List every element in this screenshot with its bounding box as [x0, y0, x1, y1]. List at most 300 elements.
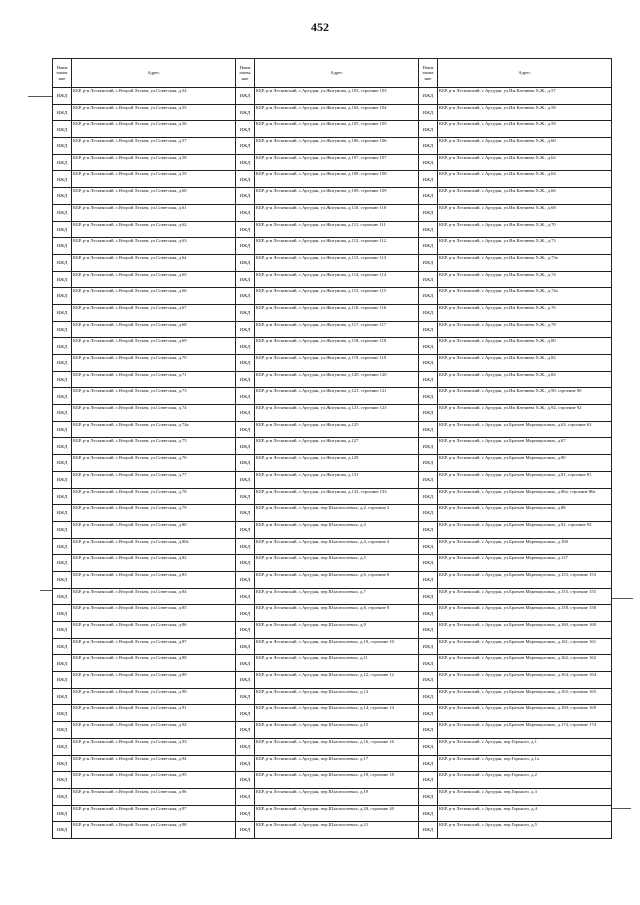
table-row [53, 254, 612, 271]
cell-address: КБР, р-н Лескенский, с.Второй Лескен, ул.Советская, д.57 [72, 138, 236, 155]
cell-address: КБР, р-н Лескенский, с.Аргудан, пер.Шхагапсоевых, д.11 [255, 655, 419, 672]
cell-address: КБР, р-н Лескенский, с.Второй Лескен, ул.Советская, д.58 [72, 154, 236, 171]
cell-code: ИЖД [236, 254, 255, 271]
cell-code: ИЖД [236, 271, 255, 288]
cell-address: КБР, р-н Лескенский, с.Аргудан, ул.Жигунова, д.113, строение 113 [255, 254, 419, 271]
cell-code: ИЖД [419, 254, 438, 271]
cell-address: КБР, р-н Лескенский, с.Второй Лескен, ул.Советская, д.95 [72, 772, 236, 789]
cell-code: ИЖД [53, 188, 72, 205]
cell-code: ИЖД [53, 88, 72, 105]
cell-address: КБР, р-н Лескенский, с.Аргудан, пер.Шхагапсоевых, д.14, строение 14 [255, 705, 419, 722]
table-row [53, 605, 612, 622]
cell-address: КБР, р-н Лескенский, с.Аргудан, ул.Жигунова, д.106, строение 106 [255, 138, 419, 155]
table-row [53, 238, 612, 255]
cell-code: ИЖД [236, 571, 255, 588]
table-row [53, 288, 612, 305]
cell-address: КБР, р-н Лескенский, с.Второй Лескен, ул.Советская, д.97 [72, 805, 236, 822]
table-row [53, 405, 612, 422]
cell-address: КБР, р-н Лескенский, с.Аргудан, ул.Жигунова, д.111, строение 111 [255, 221, 419, 238]
cell-address: КБР, р-н Лескенский, с.Аргудан, ул.Им Катчиева Х.Ж., д.78 [438, 321, 612, 338]
table-row [53, 204, 612, 221]
cell-code: ИЖД [236, 455, 255, 472]
cell-address: КБР, р-н Лескенский, с.Аргудан, ул.Им Катчиева Х.Ж., д.73а [438, 254, 612, 271]
cell-address: КБР, р-н Лескенский, с.Аргудан, пер.Шхагапсоевых, д.18, строение 18 [255, 772, 419, 789]
cell-code: ИЖД [419, 538, 438, 555]
cell-address: КБР, р-н Лескенский, с.Второй Лескен, ул.Советская, д.73 [72, 388, 236, 405]
cell-code: ИЖД [419, 505, 438, 522]
cell-code: ИЖД [53, 121, 72, 138]
cell-address: КБР, р-н Лескенский, с.Второй Лескен, ул.Советская, д.85 [72, 605, 236, 622]
cell-address: КБР, р-н Лескенский, с.Аргудан, ул.Им Катчиева Х.Ж., д.74а [438, 288, 612, 305]
scan-line-left [28, 96, 52, 97]
cell-address: КБР, р-н Лескенский, с.Аргудан, ул.Жигунова, д.104, строение 104 [255, 104, 419, 121]
cell-address: КБР, р-н Лескенский, с.Аргудан, ул.Им Катчиева Х.Ж., д.73 [438, 238, 612, 255]
table-row [53, 805, 612, 822]
cell-address: КБР, р-н Лескенский, с.Аргудан, ул.Им Катчиева Х.Ж., д.92, строение 92 [438, 405, 612, 422]
cell-address: КБР, р-н Лескенский, с.Аргудан, ул.Жигунова, д.131 [255, 471, 419, 488]
table-row [53, 138, 612, 155]
scan-line-left [40, 590, 52, 591]
cell-code: ИЖД [419, 738, 438, 755]
cell-code: ИЖД [419, 605, 438, 622]
cell-code: ИЖД [53, 722, 72, 739]
cell-code: ИЖД [53, 405, 72, 422]
cell-address: КБР, р-н Лескенский, с.Аргудан, ул.Им Катчиева Х.Ж., д.66 [438, 188, 612, 205]
cell-address: КБР, р-н Лескенский, с.Аргудан, ул.Братьев Маремкуловых, д.67 [438, 438, 612, 455]
table-row [53, 672, 612, 689]
cell-address: КБР, р-н Лескенский, с.Аргудан, пер.Шхагапсоевых, д.15 [255, 722, 419, 739]
cell-code: ИЖД [53, 622, 72, 639]
cell-code: ИЖД [53, 672, 72, 689]
cell-address: КБР, р-н Лескенский, с.Аргудан, пер.Шхагапсоевых, д.16, строение 16 [255, 738, 419, 755]
cell-address: КБР, р-н Лескенский, с.Второй Лескен, ул.Советская, д.82 [72, 555, 236, 572]
cell-code: ИЖД [236, 304, 255, 321]
cell-code: ИЖД [236, 738, 255, 755]
table-row [53, 471, 612, 488]
cell-address: КБР, р-н Лескенский, с.Второй Лескен, ул.Советская, д.77 [72, 471, 236, 488]
cell-code: ИЖД [236, 788, 255, 805]
cell-code: ИЖД [53, 521, 72, 538]
cell-code: ИЖД [236, 521, 255, 538]
cell-code: ИЖД [419, 788, 438, 805]
cell-address: КБР, р-н Лескенский, с.Аргудан, ул.Братьев Маремкуловых, д.153, строение 153 [438, 571, 612, 588]
cell-address: КБР, р-н Лескенский, с.Второй Лескен, ул.Советская, д.63 [72, 238, 236, 255]
cell-address: КБР, р-н Лескенский, с.Второй Лескен, ул.Советская, д.71 [72, 371, 236, 388]
cell-code: ИЖД [419, 421, 438, 438]
cell-code: ИЖД [236, 605, 255, 622]
cell-address: КБР, р-н Лескенский, с.Аргудан, пер.Шхагапсоевых, д.21 [255, 822, 419, 839]
cell-address: КБР, р-н Лескенский, с.Аргудан, пер.Шхагапсоевых, д.3 [255, 521, 419, 538]
cell-address: КБР, р-н Лескенский, с.Второй Лескен, ул.Советская, д.92 [72, 722, 236, 739]
table-row [53, 321, 612, 338]
cell-code: ИЖД [236, 355, 255, 372]
cell-address: КБР, р-н Лескенский, с.Аргудан, ул.Братьев Маремкуловых, д.80 [438, 455, 612, 472]
cell-code: ИЖД [419, 338, 438, 355]
table-row [53, 738, 612, 755]
cell-address: КБР, р-н Лескенский, с.Аргудан, пер.Горького, д.4 [438, 805, 612, 822]
cell-address: КБР, р-н Лескенский, с.Аргудан, ул.Братьев Маремкуловых, д.92, строение 92 [438, 521, 612, 538]
cell-code: ИЖД [53, 355, 72, 372]
cell-address: КБР, р-н Лескенский, с.Аргудан, пер.Шхагапсоевых, д.8, строение 8 [255, 605, 419, 622]
cell-code: ИЖД [53, 388, 72, 405]
cell-address: КБР, р-н Лескенский, с.Аргудан, ул.Жигунова, д.114, строение 114 [255, 271, 419, 288]
table-row [53, 788, 612, 805]
cell-address: КБР, р-н Лескенский, с.Аргудан, ул.Братьев Маремкуловых, д.161, строение 161 [438, 638, 612, 655]
cell-code: ИЖД [236, 104, 255, 121]
cell-code: ИЖД [53, 154, 72, 171]
cell-code: ИЖД [236, 488, 255, 505]
cell-address: КБР, р-н Лескенский, с.Аргудан, пер.Шхагапсоевых, д.13 [255, 688, 419, 705]
cell-code: ИЖД [53, 254, 72, 271]
cell-code: ИЖД [53, 271, 72, 288]
cell-code: ИЖД [236, 755, 255, 772]
cell-code: ИЖД [53, 788, 72, 805]
cell-address: КБР, р-н Лескенский, с.Второй Лескен, ул.Советская, д.54 [72, 88, 236, 105]
cell-code: ИЖД [53, 772, 72, 789]
cell-address: КБР, р-н Лескенский, с.Аргудан, ул.Им Катчиева Х.Ж., д.60 [438, 138, 612, 155]
cell-code: ИЖД [419, 588, 438, 605]
cell-code: ИЖД [53, 455, 72, 472]
table-row [53, 121, 612, 138]
cell-address: КБР, р-н Лескенский, с.Аргудан, пер.Горького, д.5 [438, 822, 612, 839]
table-row [53, 88, 612, 105]
cell-code: ИЖД [419, 388, 438, 405]
cell-code: ИЖД [419, 188, 438, 205]
cell-code: ИЖД [53, 538, 72, 555]
cell-code: ИЖД [236, 338, 255, 355]
column-header-code: Наим енова ние [53, 59, 72, 88]
cell-address: КБР, р-н Лескенский, с.Аргудан, ул.Жигунова, д.103, строение 103 [255, 88, 419, 105]
address-table [52, 58, 612, 839]
column-header-code: Наим енова ние [419, 59, 438, 88]
cell-code: ИЖД [419, 355, 438, 372]
table-row [53, 388, 612, 405]
cell-address: КБР, р-н Лескенский, с.Аргудан, пер.Шхагапсоевых, д.2, строение 2 [255, 505, 419, 522]
cell-address: КБР, р-н Лескенский, с.Второй Лескен, ул.Советская, д.60 [72, 188, 236, 205]
cell-code: ИЖД [53, 104, 72, 121]
cell-code: ИЖД [236, 171, 255, 188]
cell-address: КБР, р-н Лескенский, с.Аргудан, ул.Им Катчиева Х.Ж., д.62 [438, 154, 612, 171]
table-row [53, 638, 612, 655]
table-row [53, 655, 612, 672]
cell-code: ИЖД [419, 204, 438, 221]
cell-address: КБР, р-н Лескенский, с.Аргудан, ул.Жигунова, д.107, строение 107 [255, 154, 419, 171]
table-row [53, 271, 612, 288]
cell-code: ИЖД [53, 438, 72, 455]
cell-address: КБР, р-н Лескенский, с.Аргудан, ул.Им Катчиева Х.Ж., д.76 [438, 304, 612, 321]
cell-code: ИЖД [53, 555, 72, 572]
cell-code: ИЖД [53, 288, 72, 305]
cell-code: ИЖД [53, 571, 72, 588]
cell-code: ИЖД [419, 622, 438, 639]
table-row [53, 355, 612, 372]
cell-address: КБР, р-н Лескенский, с.Второй Лескен, ул.Советская, д.61 [72, 204, 236, 221]
cell-code: ИЖД [53, 304, 72, 321]
cell-address: КБР, р-н Лескенский, с.Аргудан, пер.Шхагапсоевых, д.17 [255, 755, 419, 772]
table-row [53, 221, 612, 238]
cell-code: ИЖД [53, 321, 72, 338]
cell-address: КБР, р-н Лескенский, с.Второй Лескен, ул.Советская, д.80а [72, 538, 236, 555]
cell-code: ИЖД [236, 88, 255, 105]
cell-code: ИЖД [419, 304, 438, 321]
cell-address: КБР, р-н Лескенский, с.Второй Лескен, ул.Советская, д.84 [72, 588, 236, 605]
cell-address: КБР, р-н Лескенский, с.Второй Лескен, ул.Советская, д.79 [72, 505, 236, 522]
table-row [53, 171, 612, 188]
cell-code: ИЖД [419, 455, 438, 472]
cell-code: ИЖД [419, 171, 438, 188]
cell-address: КБР, р-н Лескенский, с.Второй Лескен, ул.Советская, д.66 [72, 288, 236, 305]
column-header-address: Адрес [255, 59, 419, 88]
column-header-code: Наим енова ние [236, 59, 255, 88]
cell-address: КБР, р-н Лескенский, с.Второй Лескен, ул.Советская, д.70 [72, 355, 236, 372]
cell-code: ИЖД [236, 772, 255, 789]
cell-code: ИЖД [419, 521, 438, 538]
cell-code: ИЖД [236, 688, 255, 705]
cell-code: ИЖД [419, 638, 438, 655]
cell-address: КБР, р-н Лескенский, с.Второй Лескен, ул.Советская, д.98 [72, 822, 236, 839]
cell-code: ИЖД [236, 538, 255, 555]
cell-code: ИЖД [53, 505, 72, 522]
cell-address: КБР, р-н Лескенский, с.Второй Лескен, ул.Советская, д.75 [72, 438, 236, 455]
cell-code: ИЖД [236, 238, 255, 255]
cell-code: ИЖД [236, 388, 255, 405]
table-row [53, 154, 612, 171]
cell-code: ИЖД [419, 405, 438, 422]
cell-code: ИЖД [419, 705, 438, 722]
table-row [53, 338, 612, 355]
cell-address: КБР, р-н Лескенский, с.Аргудан, ул.Братьев Маремкуловых, д.158, строение 158 [438, 605, 612, 622]
cell-address: КБР, р-н Лескенский, с.Аргудан, пер.Шхагапсоевых, д.19 [255, 788, 419, 805]
cell-address: КБР, р-н Лескенский, с.Второй Лескен, ул.Советская, д.69 [72, 338, 236, 355]
cell-address: КБР, р-н Лескенский, с.Аргудан, ул.Жигунова, д.108, строение 108 [255, 171, 419, 188]
cell-code: ИЖД [53, 371, 72, 388]
cell-code: ИЖД [236, 555, 255, 572]
cell-code: ИЖД [419, 121, 438, 138]
cell-code: ИЖД [419, 438, 438, 455]
table-row [53, 104, 612, 121]
cell-address: КБР, р-н Лескенский, с.Аргудан, ул.Им Катчиева Х.Ж., д.58 [438, 104, 612, 121]
cell-address: КБР, р-н Лескенский, с.Второй Лескен, ул.Советская, д.78 [72, 488, 236, 505]
cell-code: ИЖД [53, 238, 72, 255]
cell-code: ИЖД [236, 154, 255, 171]
cell-address: КБР, р-н Лескенский, с.Аргудан, пер.Шхагапсоевых, д.4, строение 4 [255, 538, 419, 555]
cell-code: ИЖД [236, 321, 255, 338]
cell-code: ИЖД [236, 655, 255, 672]
table-row [53, 688, 612, 705]
cell-code: ИЖД [236, 371, 255, 388]
cell-code: ИЖД [236, 288, 255, 305]
column-header-address: Адрес [72, 59, 236, 88]
cell-address: КБР, р-н Лескенский, с.Аргудан, ул.Им Катчиева Х.Ж., д.90, строение 90 [438, 388, 612, 405]
cell-code: ИЖД [236, 705, 255, 722]
table-row [53, 538, 612, 555]
cell-code: ИЖД [53, 655, 72, 672]
cell-code: ИЖД [419, 321, 438, 338]
cell-address: КБР, р-н Лескенский, с.Аргудан, ул.Им Катчиева Х.Ж., д.64 [438, 171, 612, 188]
cell-address: КБР, р-н Лескенский, с.Аргудан, ул.Братьев Маремкуловых, д.81, строение 81 [438, 471, 612, 488]
table-row [53, 571, 612, 588]
table-row [53, 304, 612, 321]
cell-code: ИЖД [236, 438, 255, 455]
cell-code: ИЖД [419, 221, 438, 238]
table-row [53, 521, 612, 538]
cell-address: КБР, р-н Лескенский, с.Аргудан, ул.Жигунова, д.109, строение 109 [255, 188, 419, 205]
cell-code: ИЖД [419, 371, 438, 388]
cell-address: КБР, р-н Лескенский, с.Аргудан, ул.Жигунова, д.119, строение 119 [255, 355, 419, 372]
cell-code: ИЖД [236, 672, 255, 689]
cell-address: КБР, р-н Лескенский, с.Второй Лескен, ул.Советская, д.86 [72, 622, 236, 639]
cell-code: ИЖД [419, 288, 438, 305]
cell-code: ИЖД [236, 204, 255, 221]
cell-code: ИЖД [419, 805, 438, 822]
cell-address: КБР, р-н Лескенский, с.Аргудан, ул.Им Катчиева Х.Ж., д.84 [438, 371, 612, 388]
cell-address: КБР, р-н Лескенский, с.Аргудан, ул.Братьев Маремкуловых, д.63, строение 63 [438, 421, 612, 438]
cell-address: КБР, р-н Лескенский, с.Аргудан, ул.Жигунова, д.121, строение 121 [255, 388, 419, 405]
cell-code: ИЖД [419, 822, 438, 839]
cell-code: ИЖД [236, 188, 255, 205]
cell-code: ИЖД [419, 104, 438, 121]
table-row [53, 455, 612, 472]
cell-code: ИЖД [236, 405, 255, 422]
cell-address: КБР, р-н Лескенский, с.Второй Лескен, ул.Советская, д.87 [72, 638, 236, 655]
cell-code: ИЖД [53, 221, 72, 238]
cell-code: ИЖД [236, 138, 255, 155]
cell-address: КБР, р-н Лескенский, с.Аргудан, ул.Жигунова, д.120, строение 120 [255, 371, 419, 388]
cell-code: ИЖД [236, 805, 255, 822]
table-row [53, 755, 612, 772]
cell-address: КБР, р-н Лескенский, с.Аргудан, ул.Братьев Маремкуловых, д.100 [438, 538, 612, 555]
cell-code: ИЖД [53, 138, 72, 155]
cell-code: ИЖД [53, 421, 72, 438]
cell-address: КБР, р-н Лескенский, с.Аргудан, ул.Жигунова, д.105, строение 105 [255, 121, 419, 138]
cell-code: ИЖД [419, 672, 438, 689]
cell-code: ИЖД [53, 755, 72, 772]
cell-address: КБР, р-н Лескенский, с.Аргудан, пер.Шхагапсоевых, д.7 [255, 588, 419, 605]
cell-address: КБР, р-н Лескенский, с.Второй Лескен, ул.Советская, д.65 [72, 271, 236, 288]
cell-address: КБР, р-н Лескенский, с.Аргудан, пер.Шхагапсоевых, д.6, строение 6 [255, 571, 419, 588]
cell-address: КБР, р-н Лескенский, с.Аргудан, ул.Жигунова, д.123, строение 123 [255, 405, 419, 422]
cell-address: КБР, р-н Лескенский, с.Второй Лескен, ул.Советская, д.80 [72, 521, 236, 538]
cell-address: КБР, р-н Лескенский, с.Аргудан, пер.Горького, д.3 [438, 788, 612, 805]
table-header-row [53, 59, 612, 88]
cell-code: ИЖД [53, 171, 72, 188]
cell-address: КБР, р-н Лескенский, с.Аргудан, ул.Жигунова, д.133, строение 133 [255, 488, 419, 505]
table-row [53, 421, 612, 438]
table-row [53, 588, 612, 605]
cell-code: ИЖД [419, 271, 438, 288]
cell-address: КБР, р-н Лескенский, с.Второй Лескен, ул.Советская, д.91 [72, 705, 236, 722]
cell-address: КБР, р-н Лескенский, с.Аргудан, ул.Братьев Маремкуловых, д.86а, строение 86а [438, 488, 612, 505]
cell-address: КБР, р-н Лескенский, с.Второй Лескен, ул.Советская, д.74 [72, 405, 236, 422]
cell-code: ИЖД [236, 822, 255, 839]
cell-address: КБР, р-н Лескенский, с.Второй Лескен, ул.Советская, д.56 [72, 121, 236, 138]
cell-address: КБР, р-н Лескенский, с.Аргудан, ул.Им Катчиева Х.Ж., д.70 [438, 221, 612, 238]
cell-address: КБР, р-н Лескенский, с.Второй Лескен, ул.Советская, д.94 [72, 755, 236, 772]
cell-address: КБР, р-н Лескенский, с.Аргудан, ул.Жигунова, д.115, строение 115 [255, 288, 419, 305]
cell-code: ИЖД [419, 571, 438, 588]
cell-code: ИЖД [236, 505, 255, 522]
table-row [53, 822, 612, 839]
cell-address: КБР, р-н Лескенский, с.Аргудан, ул.Жигунова, д.118, строение 118 [255, 338, 419, 355]
cell-code: ИЖД [53, 705, 72, 722]
scan-line-right [611, 598, 633, 599]
cell-address: КБР, р-н Лескенский, с.Аргудан, ул.Им Катчиева Х.Ж., д.57 [438, 88, 612, 105]
cell-code: ИЖД [53, 588, 72, 605]
table-row [53, 705, 612, 722]
cell-address: КБР, р-н Лескенский, с.Аргудан, ул.Братьев Маремкуловых, д.162, строение 162 [438, 655, 612, 672]
cell-address: КБР, р-н Лескенский, с.Второй Лескен, ул.Советская, д.88 [72, 655, 236, 672]
cell-address: КБР, р-н Лескенский, с.Аргудан, ул.Им Катчиева Х.Ж., д.59 [438, 121, 612, 138]
cell-code: ИЖД [419, 238, 438, 255]
table-row [53, 722, 612, 739]
table-body [53, 88, 612, 839]
cell-address: КБР, р-н Лескенский, с.Аргудан, ул.Жигунова, д.125 [255, 421, 419, 438]
cell-code: ИЖД [53, 738, 72, 755]
cell-address: КБР, р-н Лескенский, с.Аргудан, ул.Братьев Маремкуловых, д.174, строение 174 [438, 722, 612, 739]
table-row [53, 188, 612, 205]
cell-code: ИЖД [419, 772, 438, 789]
cell-address: КБР, р-н Лескенский, с.Второй Лескен, ул.Советская, д.64 [72, 254, 236, 271]
cell-code: ИЖД [53, 204, 72, 221]
cell-address: КБР, р-н Лескенский, с.Второй Лескен, ул.Советская, д.74а [72, 421, 236, 438]
cell-address: КБР, р-н Лескенский, с.Аргудан, ул.Братьев Маремкуловых, д.88 [438, 505, 612, 522]
cell-address: КБР, р-н Лескенский, с.Аргудан, пер.Шхагапсоевых, д.5 [255, 555, 419, 572]
cell-address: КБР, р-н Лескенский, с.Аргудан, ул.Братьев Маремкуловых, д.137 [438, 555, 612, 572]
cell-code: ИЖД [419, 722, 438, 739]
cell-code: ИЖД [53, 638, 72, 655]
cell-address: КБР, р-н Лескенский, с.Аргудан, пер.Горького, д.2 [438, 772, 612, 789]
cell-code: ИЖД [419, 755, 438, 772]
cell-code: ИЖД [419, 138, 438, 155]
cell-address: КБР, р-н Лескенский, с.Аргудан, ул.Жигунова, д.117, строение 117 [255, 321, 419, 338]
cell-address: КБР, р-н Лескенский, с.Второй Лескен, ул.Советская, д.59 [72, 171, 236, 188]
cell-code: ИЖД [236, 471, 255, 488]
cell-address: КБР, р-н Лескенский, с.Аргудан, пер.Шхагапсоевых, д.10, строение 10 [255, 638, 419, 655]
cell-address: КБР, р-н Лескенский, с.Второй Лескен, ул.Советская, д.93 [72, 738, 236, 755]
cell-code: ИЖД [236, 622, 255, 639]
cell-address: КБР, р-н Лескенский, с.Аргудан, ул.Братьев Маремкуловых, д.155, строение 155 [438, 588, 612, 605]
cell-address: КБР, р-н Лескенский, с.Аргудан, пер.Горького, д.1 [438, 738, 612, 755]
cell-code: ИЖД [236, 421, 255, 438]
cell-address: КБР, р-н Лескенский, с.Второй Лескен, ул.Советская, д.89 [72, 672, 236, 689]
table-row [53, 622, 612, 639]
cell-code: ИЖД [419, 88, 438, 105]
table-row [53, 438, 612, 455]
cell-address: КБР, р-н Лескенский, с.Второй Лескен, ул.Советская, д.68 [72, 321, 236, 338]
table-row [53, 488, 612, 505]
cell-code: ИЖД [419, 555, 438, 572]
cell-address: КБР, р-н Лескенский, с.Аргудан, ул.Им Катчиева Х.Ж., д.74 [438, 271, 612, 288]
cell-address: КБР, р-н Лескенский, с.Аргудан, ул.Жигунова, д.112, строение 112 [255, 238, 419, 255]
table-row [53, 505, 612, 522]
cell-code: ИЖД [53, 605, 72, 622]
cell-address: КБР, р-н Лескенский, с.Второй Лескен, ул.Советская, д.55 [72, 104, 236, 121]
table-row [53, 555, 612, 572]
cell-address: КБР, р-н Лескенский, с.Аргудан, пер.Горького, д.1а [438, 755, 612, 772]
cell-code: ИЖД [419, 488, 438, 505]
cell-code: ИЖД [53, 822, 72, 839]
cell-code: ИЖД [53, 688, 72, 705]
cell-address: КБР, р-н Лескенский, с.Аргудан, ул.Братьев Маремкуловых, д.165, строение 165 [438, 688, 612, 705]
cell-address: КБР, р-н Лескенский, с.Аргудан, пер.Шхагапсоевых, д.12, строение 12 [255, 672, 419, 689]
scan-line-right [611, 808, 631, 809]
cell-address: КБР, р-н Лескенский, с.Второй Лескен, ул.Советская, д.62 [72, 221, 236, 238]
cell-code: ИЖД [53, 338, 72, 355]
cell-address: КБР, р-н Лескенский, с.Аргудан, ул.Братьев Маремкуловых, д.164, строение 164 [438, 672, 612, 689]
cell-code: ИЖД [53, 471, 72, 488]
cell-code: ИЖД [53, 488, 72, 505]
cell-code: ИЖД [236, 722, 255, 739]
